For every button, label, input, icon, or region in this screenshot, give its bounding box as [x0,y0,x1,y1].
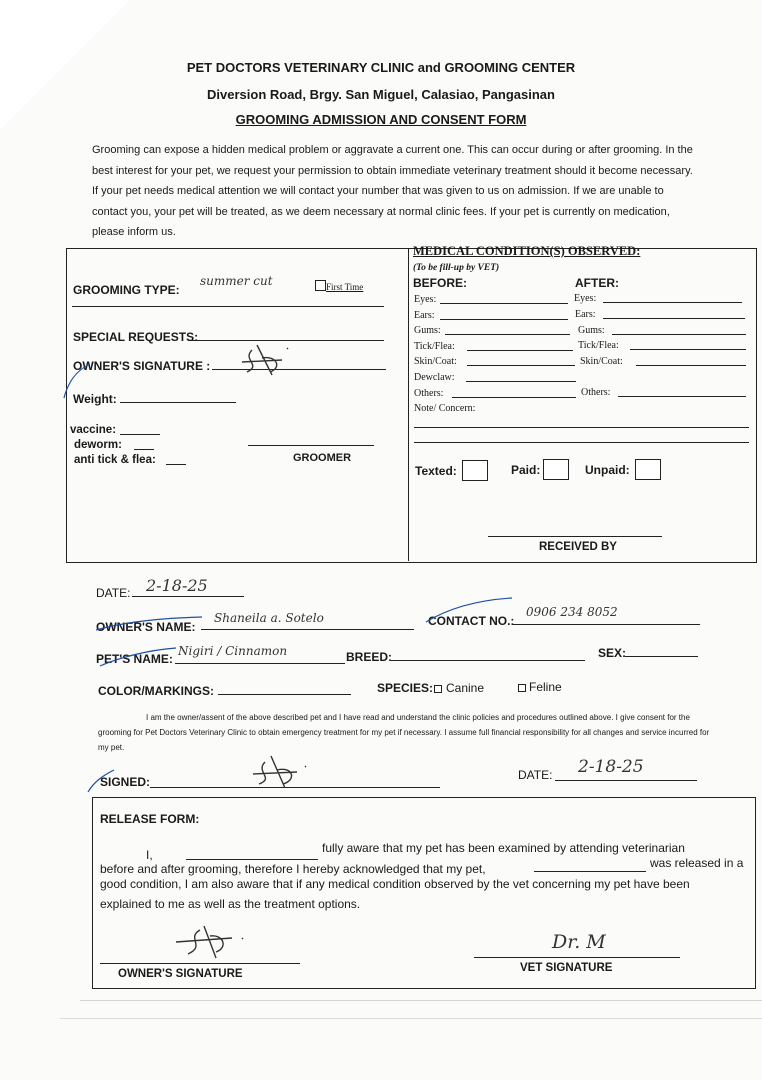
groomer-label: GROOMER [293,452,352,464]
owner-name-label: OWNER'S NAME: [96,620,196,634]
owner-name-field [201,629,414,630]
vaccine-label: vaccine: [70,424,117,436]
grooming-type-line-2 [72,306,384,307]
after-gums-field[interactable] [612,334,746,335]
owner-name-value[interactable]: Shaneila a. Sotelo [214,611,324,625]
paid-checkbox[interactable] [543,459,569,480]
before-label: BEFORE: [413,276,467,290]
release-owner-name-field[interactable] [186,859,318,860]
signed-label: SIGNED: [100,775,151,789]
before-skincoat-label: Skin/Coat: [414,356,457,367]
canine-checkbox[interactable] [434,685,442,693]
owner-name-underline-mark [94,616,204,632]
consent-paragraph: I am the owner/assent of the above described pet and I have read and understand the clinic policies and procedures outlined above. I give consent for the grooming for Pet Doctors Veterinary Clinic to obtain emergency treatment for my pet if necessary. I assume full financial responsibility for all changes and service incurred for my pet. [98,713,710,752]
first-time-checkbox[interactable] [315,280,326,291]
release-owner-signature-field[interactable] [100,963,300,964]
release-owner-signature-scribble [170,922,260,962]
release-title: RELEASE FORM: [100,812,200,826]
note-line-2[interactable] [414,442,749,443]
before-tickflea-field[interactable] [467,350,573,351]
vet-signature-value[interactable]: Dr. M [552,931,606,953]
special-requests-label: SPECIAL REQUESTS: [73,330,199,344]
contact-field [513,624,700,625]
received-by-field[interactable] [488,536,662,537]
contact-value[interactable]: 0906 234 8052 [526,605,618,619]
first-time-label: First Time [326,282,364,292]
signed-date-label: DATE: [518,768,553,782]
medical-title: MEDICAL CONDITION(S) OBSERVED: [413,244,641,258]
color-markings-field[interactable] [218,694,351,695]
before-ears-label: Ears: [414,310,435,321]
after-eyes-label: Eyes: [574,293,597,304]
sex-label: SEX: [598,646,627,660]
after-others-field[interactable] [618,396,746,397]
species-label: SPECIES: [377,681,434,695]
clinic-address: Diversion Road, Brgy. San Miguel, Calasiao, Pangasinan [207,87,555,102]
before-dewclaw-field[interactable] [466,381,576,382]
before-tickflea-label: Tick/Flea: [414,341,455,352]
intro-paragraph: Grooming can expose a hidden medical problem or aggravate a current one. This can occur during or after grooming. In the best interest for your pet, we request your permission to obtain immediate veterinary treatment should it become necessary. If your pet needs medical attention we will contact your number that was given to us on admission. If we are unable to contact you, your pet will be treated, as we deem necessary at normal clinic fees. If your pet is currently on medication, please inform us. [92,144,693,238]
paper-edge-2 [60,1018,762,1019]
signed-scribble [245,752,325,792]
antitick-field[interactable] [166,464,186,465]
weight-field[interactable] [120,402,236,403]
before-skincoat-field[interactable] [467,365,575,366]
pet-name-underline-mark [98,646,178,670]
after-gums-label: Gums: [578,325,605,336]
signed-date-value[interactable]: 2-18-25 [578,757,644,777]
owner-signature-label: OWNER'S SIGNATURE : [73,359,211,373]
after-tickflea-field[interactable] [630,349,746,350]
canine-label: Canine [446,681,485,695]
before-dewclaw-label: Dewclaw: [414,372,455,383]
pet-name-label: PET'S NAME: [96,652,173,666]
breed-field[interactable] [391,660,585,661]
release-text-2: fully aware that my pet has been examined by attending veterinarian [322,841,685,855]
before-eyes-field[interactable] [440,303,568,304]
release-text-6: explained to me as well as the treatment options. [100,897,361,911]
note-line-1[interactable] [414,427,749,428]
release-text-1: I, [146,848,153,862]
contact-label: CONTACT NO.: [428,614,515,628]
signed-date-field [555,780,697,781]
feline-label: Feline [529,680,562,694]
signed-underline-mark [86,768,116,794]
date-label: DATE: [96,586,131,600]
feline-checkbox[interactable] [518,684,526,692]
clinic-name: PET DOCTORS VETERINARY CLINIC and GROOMING CENTER [186,60,576,75]
sex-field[interactable] [625,656,698,657]
after-ears-label: Ears: [575,309,596,320]
texted-checkbox[interactable] [462,460,488,481]
after-ears-field[interactable] [603,318,745,319]
after-tickflea-label: Tick/Flea: [578,340,619,351]
weight-label: Weight: [73,392,117,406]
release-text-3: before and after grooming, therefore I hereby acknowledged that my pet, [100,862,486,876]
texted-label: Texted: [415,464,457,478]
vaccine-field[interactable] [120,434,160,435]
groomer-signature-field[interactable] [248,445,374,446]
box-divider [408,248,409,561]
paper-edge-1 [80,1000,762,1001]
before-ears-field[interactable] [440,319,568,320]
vet-signature-label: VET SIGNATURE [520,962,613,974]
unpaid-label: Unpaid: [585,463,630,477]
paid-label: Paid: [511,463,541,477]
owner-signature-scribble [232,340,312,380]
after-others-label: Others: [581,387,611,398]
deworm-field[interactable] [134,449,154,450]
deworm-label: deworm: [74,439,122,451]
note-concern-label: Note/ Concern: [414,403,476,414]
grooming-type-label: GROOMING TYPE: [73,283,180,297]
color-markings-label: COLOR/MARKINGS: [98,684,214,698]
contact-underline-mark [424,596,514,626]
before-others-field[interactable] [452,397,576,398]
pet-name-field [175,663,345,664]
release-text-4: was released in a [650,856,744,870]
before-eyes-label: Eyes: [414,294,437,305]
before-gums-label: Gums: [414,325,441,336]
antitick-label: anti tick & flea: [74,454,156,466]
before-others-label: Others: [414,388,444,399]
form-title: GROOMING ADMISSION AND CONSENT FORM [235,112,527,127]
date-value[interactable]: 2-18-25 [146,576,208,595]
date-field [132,596,244,597]
release-pet-name-field[interactable] [534,871,646,872]
unpaid-checkbox[interactable] [635,459,661,480]
after-label: AFTER: [575,276,619,290]
after-skincoat-label: Skin/Coat: [580,356,623,367]
pet-name-value[interactable]: Nigiri / Cinnamon [178,644,288,658]
medical-subtitle: (To be fill-up by VET) [413,263,500,273]
before-gums-field[interactable] [445,334,570,335]
after-skincoat-field[interactable] [636,365,746,366]
release-owner-signature-label: OWNER'S SIGNATURE [118,968,243,980]
after-eyes-field[interactable] [603,302,742,303]
vet-signature-field [474,957,680,958]
breed-label: BREED: [346,650,393,664]
received-by-label: RECEIVED BY [539,541,617,553]
release-text-5: good condition, I am also aware that if any medical condition observed by the vet concerning my pet have been [100,877,690,891]
grooming-type-value[interactable]: summer cut [200,274,273,288]
